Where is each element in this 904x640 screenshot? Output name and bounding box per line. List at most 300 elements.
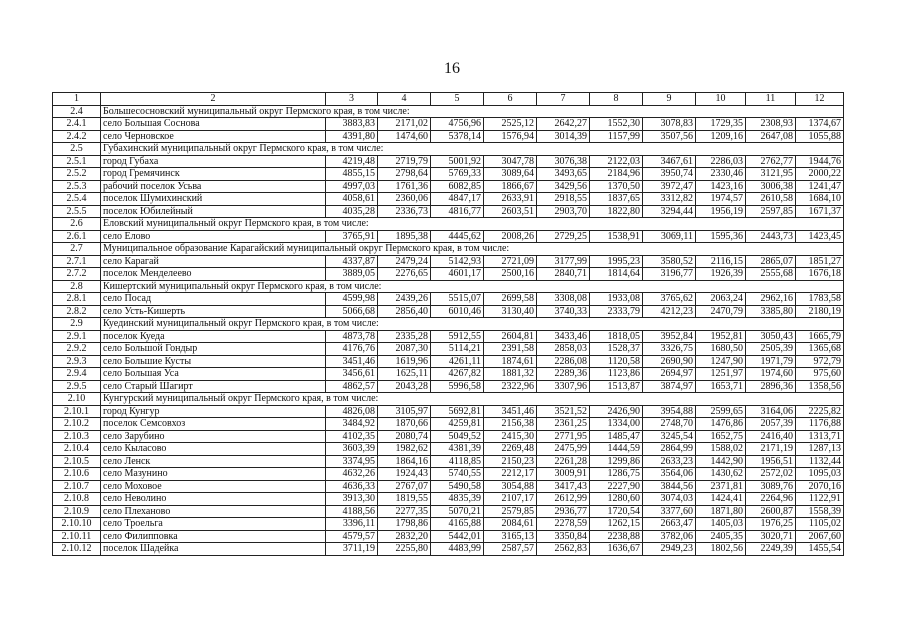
header-cell: 8 [590, 93, 643, 106]
value-cell: 2180,19 [796, 305, 844, 318]
value-cell: 3972,47 [643, 180, 696, 193]
header-cell: 11 [746, 93, 796, 106]
value-cell: 2470,79 [696, 305, 746, 318]
value-cell: 1576,94 [484, 130, 537, 143]
value-cell: 1423,16 [696, 180, 746, 193]
value-cell: 5740,55 [431, 468, 484, 481]
row-number: 2.8.2 [53, 305, 101, 318]
value-cell: 3089,76 [746, 480, 796, 493]
value-cell: 1286,75 [590, 468, 643, 481]
value-cell: 2699,58 [484, 293, 537, 306]
value-cell: 4381,39 [431, 443, 484, 456]
value-cell: 3580,52 [643, 255, 696, 268]
section-row [53, 318, 844, 331]
value-cell: 3456,61 [326, 368, 378, 381]
value-cell: 3765,62 [643, 293, 696, 306]
value-cell: 1105,02 [796, 518, 844, 531]
value-cell: 2008,26 [484, 230, 537, 243]
value-cell: 2864,99 [643, 443, 696, 456]
value-cell: 1866,67 [484, 180, 537, 193]
value-cell: 2333,79 [590, 305, 643, 318]
settlement-name: село Мазунино [101, 468, 326, 481]
value-cell: 1761,36 [378, 180, 431, 193]
value-cell: 2762,77 [746, 155, 796, 168]
value-cell: 975,60 [796, 368, 844, 381]
tariff-table [52, 92, 844, 556]
value-cell: 2858,03 [537, 343, 590, 356]
value-cell: 3385,80 [746, 305, 796, 318]
value-cell: 3121,95 [746, 168, 796, 181]
value-cell: 1299,86 [590, 455, 643, 468]
value-cell: 2587,57 [484, 543, 537, 556]
header-cell: 12 [796, 93, 844, 106]
value-cell: 2171,19 [746, 443, 796, 456]
value-cell: 2322,96 [484, 380, 537, 393]
value-cell: 4997,03 [326, 180, 378, 193]
value-cell: 5378,14 [431, 130, 484, 143]
value-cell: 2690,90 [643, 355, 696, 368]
value-cell: 3451,46 [484, 405, 537, 418]
section-title: Кунгурский муниципальный округ Пермского края, в том числе: [101, 393, 844, 406]
value-cell: 4261,11 [431, 355, 484, 368]
value-cell: 3711,19 [326, 543, 378, 556]
value-cell: 4212,23 [643, 305, 696, 318]
value-cell: 4445,62 [431, 230, 484, 243]
value-cell: 1819,55 [378, 493, 431, 506]
value-cell: 2903,70 [537, 205, 590, 218]
table-row [53, 405, 844, 418]
value-cell: 5769,33 [431, 168, 484, 181]
value-cell: 2633,23 [643, 455, 696, 468]
value-cell: 1474,60 [378, 130, 431, 143]
value-cell: 3765,91 [326, 230, 378, 243]
table-row [53, 468, 844, 481]
table-row [53, 543, 844, 556]
value-cell: 1262,15 [590, 518, 643, 531]
value-cell: 4835,39 [431, 493, 484, 506]
row-number: 2.8.1 [53, 293, 101, 306]
value-cell: 1122,91 [796, 493, 844, 506]
settlement-name: поселок Менделеево [101, 268, 326, 281]
value-cell: 2840,71 [537, 268, 590, 281]
value-cell: 2335,28 [378, 330, 431, 343]
value-cell: 2057,39 [746, 418, 796, 431]
value-cell: 5490,58 [431, 480, 484, 493]
header-cell: 5 [431, 93, 484, 106]
value-cell: 4601,17 [431, 268, 484, 281]
value-cell: 2663,47 [643, 518, 696, 531]
value-cell: 2360,06 [378, 193, 431, 206]
settlement-name: рабочий поселок Усьва [101, 180, 326, 193]
value-cell: 2150,23 [484, 455, 537, 468]
value-cell: 2439,26 [378, 293, 431, 306]
value-cell: 3177,99 [537, 255, 590, 268]
value-cell: 1313,71 [796, 430, 844, 443]
settlement-name: село Моховое [101, 480, 326, 493]
value-cell: 2415,30 [484, 430, 537, 443]
value-cell: 3196,77 [643, 268, 696, 281]
value-cell: 3844,56 [643, 480, 696, 493]
table-row [53, 455, 844, 468]
value-cell: 5066,68 [326, 305, 378, 318]
value-cell: 3009,91 [537, 468, 590, 481]
settlement-name: село Ленск [101, 455, 326, 468]
value-cell: 3307,96 [537, 380, 590, 393]
value-cell: 5996,58 [431, 380, 484, 393]
value-cell: 1680,50 [696, 343, 746, 356]
value-cell: 2936,77 [537, 505, 590, 518]
table-row [53, 380, 844, 393]
value-cell: 3950,74 [643, 168, 696, 181]
settlement-name: поселок Юбилейный [101, 205, 326, 218]
value-cell: 2227,90 [590, 480, 643, 493]
table-row [53, 268, 844, 281]
row-number: 2.9.4 [53, 368, 101, 381]
value-cell: 1280,60 [590, 493, 643, 506]
value-cell: 3050,43 [746, 330, 796, 343]
table-row [53, 418, 844, 431]
value-cell: 2087,30 [378, 343, 431, 356]
table-row [53, 155, 844, 168]
value-cell: 2600,87 [746, 505, 796, 518]
value-cell: 1926,39 [696, 268, 746, 281]
settlement-name: село Зарубино [101, 430, 326, 443]
value-cell: 3913,30 [326, 493, 378, 506]
value-cell: 1720,54 [590, 505, 643, 518]
settlement-name: село Плеханово [101, 505, 326, 518]
row-number: 2.10.12 [53, 543, 101, 556]
row-number: 2.10.7 [53, 480, 101, 493]
value-cell: 2371,81 [696, 480, 746, 493]
value-cell: 3074,03 [643, 493, 696, 506]
value-cell: 3507,56 [643, 130, 696, 143]
section-title: Губахинский муниципальный округ Пермского края, в том числе: [101, 143, 844, 156]
value-cell: 5049,52 [431, 430, 484, 443]
value-cell: 1995,23 [590, 255, 643, 268]
value-cell: 3047,78 [484, 155, 537, 168]
value-cell: 2249,39 [746, 543, 796, 556]
settlement-name: село Большие Кусты [101, 355, 326, 368]
table-row [53, 355, 844, 368]
value-cell: 2225,82 [796, 405, 844, 418]
settlement-name: село Старый Шагирт [101, 380, 326, 393]
value-cell: 2286,08 [537, 355, 590, 368]
value-cell: 6082,85 [431, 180, 484, 193]
row-number: 2.5.1 [53, 155, 101, 168]
section-row [53, 143, 844, 156]
section-row [53, 243, 844, 256]
row-number: 2.10.6 [53, 468, 101, 481]
value-cell: 3020,71 [746, 530, 796, 543]
value-cell: 2261,28 [537, 455, 590, 468]
section-number: 2.10 [53, 393, 101, 406]
value-cell: 2000,22 [796, 168, 844, 181]
settlement-name: поселок Семсовхоз [101, 418, 326, 431]
settlement-name: село Филипповка [101, 530, 326, 543]
value-cell: 2918,55 [537, 193, 590, 206]
settlement-name: село Карагай [101, 255, 326, 268]
value-cell: 1874,61 [484, 355, 537, 368]
value-cell: 1595,36 [696, 230, 746, 243]
value-cell: 3493,65 [537, 168, 590, 181]
settlement-name: село Елово [101, 230, 326, 243]
section-number: 2.7 [53, 243, 101, 256]
value-cell: 3006,38 [746, 180, 796, 193]
table-row [53, 205, 844, 218]
value-cell: 4219,48 [326, 155, 378, 168]
table-row [53, 168, 844, 181]
value-cell: 3076,38 [537, 155, 590, 168]
value-cell: 1176,88 [796, 418, 844, 431]
table-row [53, 493, 844, 506]
value-cell: 3294,44 [643, 205, 696, 218]
header-cell: 4 [378, 93, 431, 106]
value-cell: 4259,81 [431, 418, 484, 431]
value-cell: 1864,16 [378, 455, 431, 468]
value-cell: 5142,93 [431, 255, 484, 268]
value-cell: 2156,38 [484, 418, 537, 431]
settlement-name: город Гремячинск [101, 168, 326, 181]
value-cell: 3350,84 [537, 530, 590, 543]
value-cell: 1358,56 [796, 380, 844, 393]
value-cell: 2603,51 [484, 205, 537, 218]
table-row [53, 193, 844, 206]
value-cell: 1924,43 [378, 468, 431, 481]
settlement-name: село Большой Гондыр [101, 343, 326, 356]
value-cell: 4756,96 [431, 118, 484, 131]
row-number: 2.10.8 [53, 493, 101, 506]
row-number: 2.6.1 [53, 230, 101, 243]
value-cell: 972,79 [796, 355, 844, 368]
value-cell: 4391,80 [326, 130, 378, 143]
value-cell: 2597,85 [746, 205, 796, 218]
value-cell: 2080,74 [378, 430, 431, 443]
settlement-name: село Неволино [101, 493, 326, 506]
row-number: 2.10.10 [53, 518, 101, 531]
value-cell: 1334,00 [590, 418, 643, 431]
row-number: 2.9.2 [53, 343, 101, 356]
value-cell: 2184,96 [590, 168, 643, 181]
value-cell: 2949,23 [643, 543, 696, 556]
section-title: Кишертский муниципальный округ Пермского края, в том числе: [101, 280, 844, 293]
section-title: Большесосновский муниципальный округ Пермского края, в том числе: [101, 105, 844, 118]
value-cell: 4035,28 [326, 205, 378, 218]
value-cell: 2633,91 [484, 193, 537, 206]
row-number: 2.10.11 [53, 530, 101, 543]
value-cell: 5001,92 [431, 155, 484, 168]
value-cell: 5515,07 [431, 293, 484, 306]
header-cell: 2 [101, 93, 326, 106]
value-cell: 5114,21 [431, 343, 484, 356]
value-cell: 3603,39 [326, 443, 378, 456]
settlement-name: поселок Куеда [101, 330, 326, 343]
value-cell: 1209,16 [696, 130, 746, 143]
value-cell: 2255,80 [378, 543, 431, 556]
section-row [53, 105, 844, 118]
value-cell: 5692,81 [431, 405, 484, 418]
value-cell: 2647,08 [746, 130, 796, 143]
value-cell: 2289,36 [537, 368, 590, 381]
value-cell: 1974,57 [696, 193, 746, 206]
value-cell: 1636,67 [590, 543, 643, 556]
value-cell: 1814,64 [590, 268, 643, 281]
value-cell: 2832,20 [378, 530, 431, 543]
table-row [53, 480, 844, 493]
value-cell: 1671,37 [796, 205, 844, 218]
table-row [53, 130, 844, 143]
table-row [53, 530, 844, 543]
value-cell: 1822,80 [590, 205, 643, 218]
value-cell: 3782,06 [643, 530, 696, 543]
table-row [53, 518, 844, 531]
row-number: 2.10.5 [53, 455, 101, 468]
value-cell: 1241,47 [796, 180, 844, 193]
row-number: 2.7.2 [53, 268, 101, 281]
value-cell: 1424,41 [696, 493, 746, 506]
header-cell: 9 [643, 93, 696, 106]
row-number: 2.5.2 [53, 168, 101, 181]
value-cell: 2330,46 [696, 168, 746, 181]
settlement-name: село Троельга [101, 518, 326, 531]
value-cell: 2572,02 [746, 468, 796, 481]
value-cell: 4816,77 [431, 205, 484, 218]
value-cell: 2070,16 [796, 480, 844, 493]
value-cell: 2276,65 [378, 268, 431, 281]
value-cell: 1798,86 [378, 518, 431, 531]
header-cell: 1 [53, 93, 101, 106]
value-cell: 3433,46 [537, 330, 590, 343]
value-cell: 1538,91 [590, 230, 643, 243]
section-number: 2.6 [53, 218, 101, 231]
value-cell: 4165,88 [431, 518, 484, 531]
section-row [53, 280, 844, 293]
value-cell: 1251,97 [696, 368, 746, 381]
value-cell: 5912,55 [431, 330, 484, 343]
section-number: 2.5 [53, 143, 101, 156]
section-number: 2.4 [53, 105, 101, 118]
value-cell: 3054,88 [484, 480, 537, 493]
page-number: 16 [444, 60, 460, 77]
section-title: Еловский муниципальный округ Пермского края, в том числе: [101, 218, 844, 231]
value-cell: 3874,97 [643, 380, 696, 393]
value-cell: 2856,40 [378, 305, 431, 318]
value-cell: 1933,08 [590, 293, 643, 306]
value-cell: 2719,79 [378, 155, 431, 168]
value-cell: 2599,65 [696, 405, 746, 418]
value-cell: 3165,13 [484, 530, 537, 543]
settlement-name: город Кунгур [101, 405, 326, 418]
value-cell: 2278,59 [537, 518, 590, 531]
value-cell: 2610,58 [746, 193, 796, 206]
value-cell: 1870,66 [378, 418, 431, 431]
value-cell: 2443,73 [746, 230, 796, 243]
header-cell: 7 [537, 93, 590, 106]
row-number: 2.4.1 [53, 118, 101, 131]
value-cell: 1287,13 [796, 443, 844, 456]
row-number: 2.7.1 [53, 255, 101, 268]
value-cell: 4337,87 [326, 255, 378, 268]
value-cell: 4632,26 [326, 468, 378, 481]
value-cell: 1871,80 [696, 505, 746, 518]
section-number: 2.8 [53, 280, 101, 293]
value-cell: 2612,99 [537, 493, 590, 506]
value-cell: 1944,76 [796, 155, 844, 168]
value-cell: 3374,95 [326, 455, 378, 468]
value-cell: 3326,75 [643, 343, 696, 356]
value-cell: 3883,83 [326, 118, 378, 131]
value-cell: 2694,97 [643, 368, 696, 381]
value-cell: 2107,17 [484, 493, 537, 506]
table-row [53, 330, 844, 343]
table-row [53, 293, 844, 306]
value-cell: 3889,05 [326, 268, 378, 281]
value-cell: 2562,83 [537, 543, 590, 556]
value-cell: 4855,15 [326, 168, 378, 181]
value-cell: 3740,33 [537, 305, 590, 318]
value-cell: 2336,73 [378, 205, 431, 218]
value-cell: 1652,75 [696, 430, 746, 443]
row-number: 2.10.3 [53, 430, 101, 443]
value-cell: 3954,88 [643, 405, 696, 418]
value-cell: 2479,24 [378, 255, 431, 268]
value-cell: 2604,81 [484, 330, 537, 343]
value-cell: 1095,03 [796, 468, 844, 481]
value-cell: 4176,76 [326, 343, 378, 356]
value-cell: 5070,21 [431, 505, 484, 518]
table-row [53, 343, 844, 356]
value-cell: 1729,35 [696, 118, 746, 131]
value-cell: 2525,12 [484, 118, 537, 131]
section-row [53, 218, 844, 231]
value-cell: 3484,92 [326, 418, 378, 431]
row-number: 2.9.3 [53, 355, 101, 368]
row-number: 2.5.5 [53, 205, 101, 218]
value-cell: 2798,64 [378, 168, 431, 181]
value-cell: 2896,36 [746, 380, 796, 393]
value-cell: 2729,25 [537, 230, 590, 243]
header-cell: 6 [484, 93, 537, 106]
value-cell: 1365,68 [796, 343, 844, 356]
value-cell: 1783,58 [796, 293, 844, 306]
row-number: 2.5.3 [53, 180, 101, 193]
value-cell: 1956,51 [746, 455, 796, 468]
value-cell: 2962,16 [746, 293, 796, 306]
value-cell: 3521,52 [537, 405, 590, 418]
value-cell: 1552,30 [590, 118, 643, 131]
value-cell: 3105,97 [378, 405, 431, 418]
header-cell: 10 [696, 93, 746, 106]
value-cell: 4873,78 [326, 330, 378, 343]
table-row [53, 255, 844, 268]
table-row [53, 118, 844, 131]
value-cell: 1370,50 [590, 180, 643, 193]
value-cell: 3164,06 [746, 405, 796, 418]
value-cell: 2555,68 [746, 268, 796, 281]
value-cell: 1653,71 [696, 380, 746, 393]
value-cell: 4862,57 [326, 380, 378, 393]
row-number: 2.10.4 [53, 443, 101, 456]
value-cell: 3377,60 [643, 505, 696, 518]
value-cell: 4118,85 [431, 455, 484, 468]
value-cell: 2642,27 [537, 118, 590, 131]
value-cell: 2212,17 [484, 468, 537, 481]
section-number: 2.9 [53, 318, 101, 331]
settlement-name: поселок Шадейка [101, 543, 326, 556]
settlement-name: село Кыласово [101, 443, 326, 456]
value-cell: 3245,54 [643, 430, 696, 443]
value-cell: 2391,58 [484, 343, 537, 356]
settlement-name: село Большая Уса [101, 368, 326, 381]
